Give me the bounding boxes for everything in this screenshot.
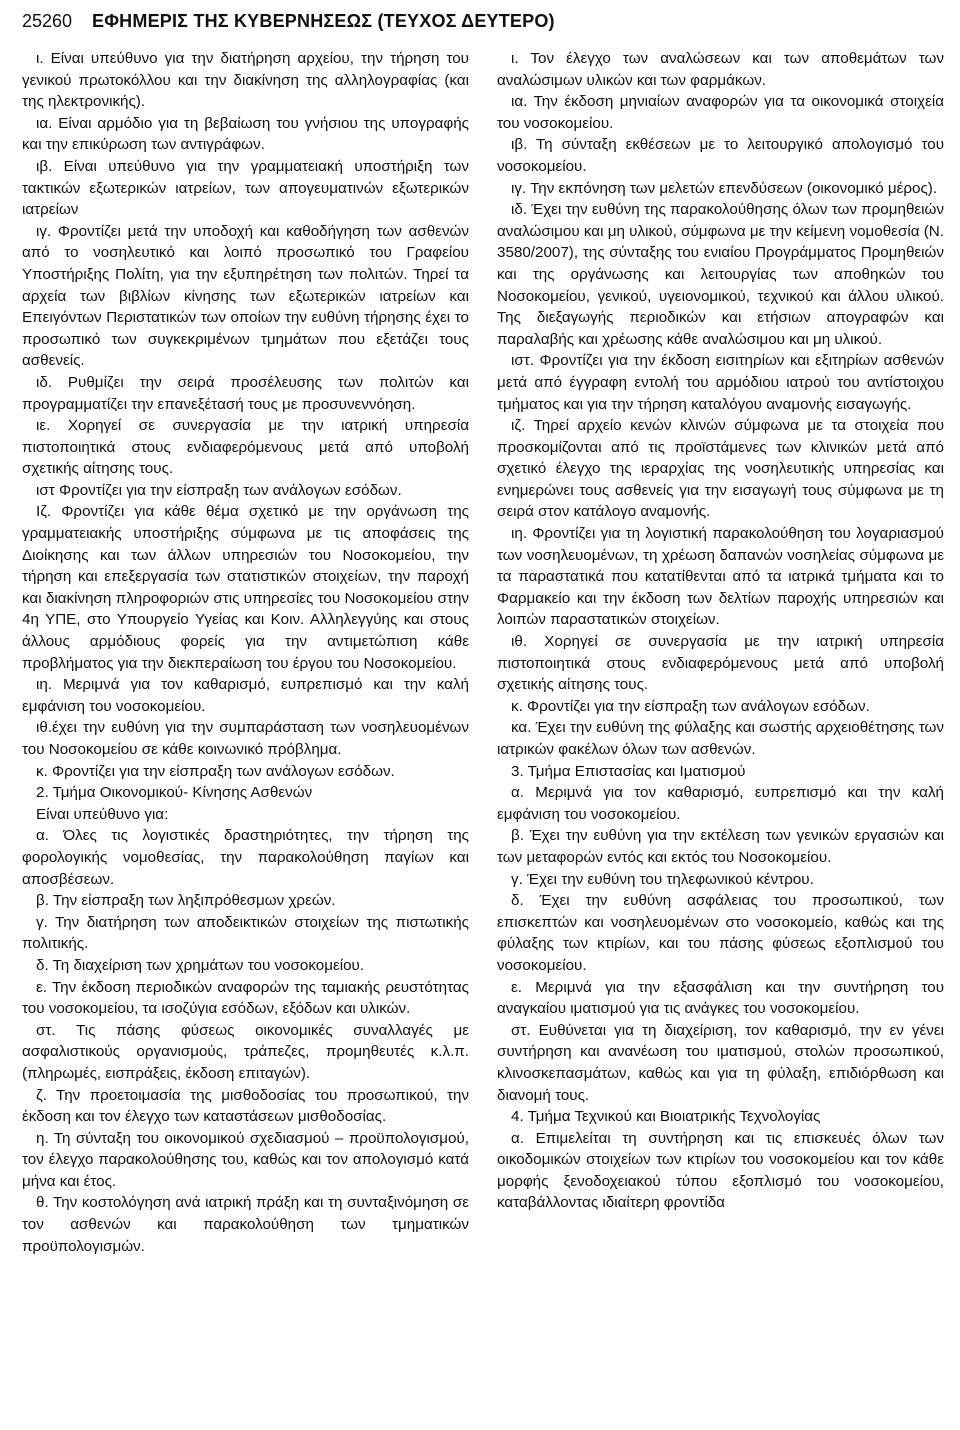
paragraph: ι. Τον έλεγχο των αναλώσεων και των αποθεμάτων των αναλώσιμων υλικών και των φαρμάκων. xyxy=(497,50,944,89)
paragraph: ζ. Την προετοιμασία της μισθοδοσίας του προσωπικού, την έκδοση και τον έλεγχο των καταστάσεων μισθοδοσίας. xyxy=(22,1086,469,1126)
paragraph: ιβ. Τη σύνταξη εκθέσεων με το λειτουργικό απολογισμό του νοσοκομείου. xyxy=(497,136,944,175)
paragraph: ε. Μεριμνά για την εξασφάλιση και την συντήρηση του αναγκαίου ιματισμού για τις ανάγκες του νοσοκομείου. xyxy=(497,978,944,1018)
paragraph: ε. Την έκδοση περιοδικών αναφορών της ταμιακής ρευστότητας του νοσοκομείου, τα ισοζύγια εσόδων, εξόδων και υλικών. xyxy=(22,978,469,1018)
paragraph: ιστ. Φροντίζει για την έκδοση εισιτηρίων και εξιτηρίων ασθενών μετά από έγγραφη εντολή του αρμόδιου ιατρού του αντίστοιχου τμήματος και για την τήρηση καταλόγου αναμονής εισαγωγής. xyxy=(497,352,944,413)
paragraph: δ. Έχει την ευθύνη ασφάλειας του προσωπικού, των επισκεπτών και νοσηλευομένων στο νοσοκομείο, καθώς και της φύλαξης των κτιρίων, και του πάσης φύσεως εξοπλισμού του νοσοκομείου. xyxy=(497,892,944,974)
paragraph: κα. Έχει την ευθύνη της φύλαξης και σωστής αρχειοθέτησης των ιατρικών φακέλων όλων των ασθενών. xyxy=(497,719,944,758)
running-title: ΕΦΗΜΕΡΙΣ ΤΗΣ ΚΥΒΕΡΝΗΣΕΩΣ (ΤΕΥΧΟΣ ΔΕΥΤΕΡΟ) xyxy=(92,10,555,31)
page-number: 25260 xyxy=(22,10,73,31)
left-column xyxy=(22,48,469,1257)
paragraph: ιε. Χορηγεί σε συνεργασία με την ιατρική υπηρεσία πιστοποιητικά στους ενδιαφερόμενους μετά από υποβολή σχετικής αίτησης τους. xyxy=(22,417,469,478)
paragraph: ιθ. Χορηγεί σε συνεργασία με την ιατρική υπηρεσία πιστοποιητικά στους ενδιαφερόμενους μετά από υποβολή σχετικής αίτησης τους. xyxy=(497,633,944,694)
paragraph: ια. Την έκδοση μηνιαίων αναφορών για τα οικονομικά στοιχεία του νοσοκομείου. xyxy=(497,93,944,132)
paragraph: στ. Τις πάσης φύσεως οικονομικές συναλλαγές με ασφαλιστικούς οργανισμούς, τράπεζες, προμηθευτές κ.λ.π. (πληρωμές, εισπράξεις, έκδοση επιταγών). xyxy=(22,1021,469,1082)
paragraph: α. Μεριμνά για τον καθαρισμό, ευπρεπισμό και την καλή εμφάνιση του νοσοκομείου. xyxy=(497,784,944,823)
paragraph: 3. Τμήμα Επιστασίας και Ιματισμού xyxy=(511,762,746,780)
page-header xyxy=(22,6,942,36)
paragraph: β. Την είσπραξη των ληξιπρόθεσμων χρεών. xyxy=(36,892,336,910)
paragraph: στ. Ευθύνεται για τη διαχείριση, τον καθαρισμό, την εν γένει συντήρηση και ανανέωση του ιματισμού, στολών προσωπικού, κλινοσκεπασμάτων, καθώς και για τη φύλαξη, επιδιόρθωση και διανομή τους. xyxy=(497,1021,944,1104)
paragraph: ιη. Φροντίζει για τη λογιστική παρακολούθηση του λογαριασμού των νοσηλευομένων, τη χρέωση δαπανών νοσηλείας σύμφωνα με τα παραστατικά που κατατίθενται από τα ιατρικά τμήματα και το Φαρμακείο και την έκδοση των δελτίων παροχής υπηρεσιών και λοιπών παραστατικών στοιχείων. xyxy=(497,525,944,629)
paragraph: η. Τη σύνταξη του οικονομικού σχεδιασμού – προϋπολογισμού, τον έλεγχο παρακολούθησης του, καθώς και τον απολογισμό κατά μήνα και έτος. xyxy=(22,1129,469,1190)
paragraph: ι. Είναι υπεύθυνο για την διατήρηση αρχείου, την τήρηση του γενικού πρωτοκόλλου και την διακίνηση της αλληλογραφίας (και της ηλεκτρονικής). xyxy=(22,50,469,111)
paragraph: δ. Τη διαχείριση των χρημάτων του νοσοκομείου. xyxy=(36,956,365,974)
paragraph: κ. Φροντίζει για την είσπραξη των ανάλογων εσόδων. xyxy=(36,762,395,780)
paragraph: γ. Την διατήρηση των αποδεικτικών στοιχείων της πιστωτικής πολιτικής. xyxy=(22,913,469,953)
paragraph: γ. Έχει την ευθύνη του τηλεφωνικού κέντρου. xyxy=(511,870,814,888)
paragraph: ιγ. Φροντίζει μετά την υποδοχή και καθοδήγηση των ασθενών από το νοσηλευτικό και λοιπό προσωπικό του Γραφείου Υποστήριξης Πολίτη, για την εξυπηρέτηση των πολιτών. Τηρεί τα αρχεία των βιβλίων κίνησης των εξωτερικών ιατρείων και Επειγόντων Περιστατικών των οποίων την ευθύνη τήρησης έχει το προσωπικό των συγκεκριμένων τμημάτων που εξετάζει τους ασθενείς. xyxy=(22,222,469,370)
paragraph: α. Όλες τις λογιστικές δραστηριότητες, την τήρηση της φορολογικής νομοθεσίας, την παρακολούθηση παγίων και αποσβέσεων. xyxy=(22,827,469,888)
paragraph: ιστ Φροντίζει για την είσπραξη των ανάλογων εσόδων. xyxy=(36,481,402,499)
paragraph: κ. Φροντίζει για την είσπραξη των ανάλογων εσόδων. xyxy=(511,697,870,715)
paragraph: ιη. Μεριμνά για τον καθαρισμό, ευπρεπισμό και την καλή εμφάνιση του νοσοκομείου. xyxy=(22,676,469,715)
paragraph: ιδ. Ρυθμίζει την σειρά προσέλευσης των πολιτών και προγραμματίζει την επανεξέτασή τους με προσυνεννόηση. xyxy=(22,373,469,413)
paragraph: ιζ. Τηρεί αρχείο κενών κλινών σύμφωνα με τα στοιχεία που προσκομίζονται από τις προϊστάμενες των κλινικών μετά από σχετικό έλεγχο της ιεραρχίας της νοσηλευτικής υπηρεσίας και ενημερώνει τους ασθενείς για την εισαγωγή τους σύμφωνα με τη σειρά στον κατάλογο αναμονής. xyxy=(497,417,944,521)
paragraph: θ. Την κοστολόγηση ανά ιατρική πράξη και τη συνταξινόμηση σε τον ασθενών και παρακολούθηση των τμηματικών προϋπολογισμών. xyxy=(22,1194,469,1255)
text-columns xyxy=(22,48,944,1257)
paragraph: ιβ. Είναι υπεύθυνο για την γραμματειακή υποστήριξη των τακτικών εξωτερικών ιατρείων, των απογευματινών εξωτερικών ιατρείων xyxy=(22,157,469,219)
paragraph: ιθ.έχει την ευθύνη για την συμπαράσταση των νοσηλευομένων του Νοσοκομείου σε κάθε κοινωνικό πρόβλημα. xyxy=(22,719,469,758)
paragraph: β. Έχει την ευθύνη για την εκτέλεση των γενικών εργασιών και των μεταφορών εντός και εκτός του Νοσοκομείου. xyxy=(497,827,944,866)
paragraph: ιγ. Την εκπόνηση των μελετών επενδύσεων (οικονομικό μέρος). xyxy=(511,179,938,197)
paragraph: ια. Είναι αρμόδιο για τη βεβαίωση του γνήσιου της υπογραφής και την επικύρωση των αντιγράφων. xyxy=(22,114,469,154)
paragraph: 2. Τμήμα Οικονομικού- Κίνησης Ασθενών xyxy=(36,784,313,802)
paragraph: α. Επιμελείται τη συντήρηση και τις επισκευές όλων των οικοδομικών στοιχείων των κτιρίων του νοσοκομείου και τον κάθε μορφής ξενοδοχειακού τύπου εξοπλισμό του νοσοκομείου, καταβάλλοντας ιδιαίτερη φροντίδα xyxy=(497,1129,944,1212)
right-column xyxy=(497,48,944,1257)
paragraph: Ιζ. Φροντίζει για κάθε θέμα σχετικό με την οργάνωση της γραμματειακής υποστήριξης σύμφωνα με τις αποφάσεις της Διοίκησης και των άλλων υπηρεσιών του Νοσοκομείου, την τήρηση και επεξεργασία των στατιστικών στοιχείων, την παροχή και διακίνηση πληροφοριών στις υπηρεσίες του Νοσοκομείου στην 4η ΥΠΕ, στο Υπουργείο Υγείας και Κοιν. Αλληλεγγύης και στους άλλους αρμόδιους φορείς για την αντιμετώπιση κάθε προβλήματος για την διεκπεραίωση του έργου του Νοσοκομείου. xyxy=(22,503,469,672)
paragraph: 4. Τμήμα Τεχνικού και Βιοιατρικής Τεχνολογίας xyxy=(511,1108,821,1126)
paragraph: ιδ. Έχει την ευθύνη της παρακολούθησης όλων των προμηθειών αναλώσιμου και μη υλικού, σύμφωνα με την κείμενη νομοθεσία (Ν. 3580/2007), της σύνταξης του ενιαίου Προγράμματος Προμηθειών και της οργάνωσης και λειτουργίας των αποθηκών του Νοσοκομείου, γενικού, υγειονομικού, τεχνικού και άλλου υλικού. Της διεξαγωγής περιοδικών και ετήσιων απογραφών και παραλαβής και χρέωσης κάθε αναλώσιμου και μη υλικού. xyxy=(497,201,944,348)
paragraph: Είναι υπεύθυνο για: xyxy=(36,805,169,823)
